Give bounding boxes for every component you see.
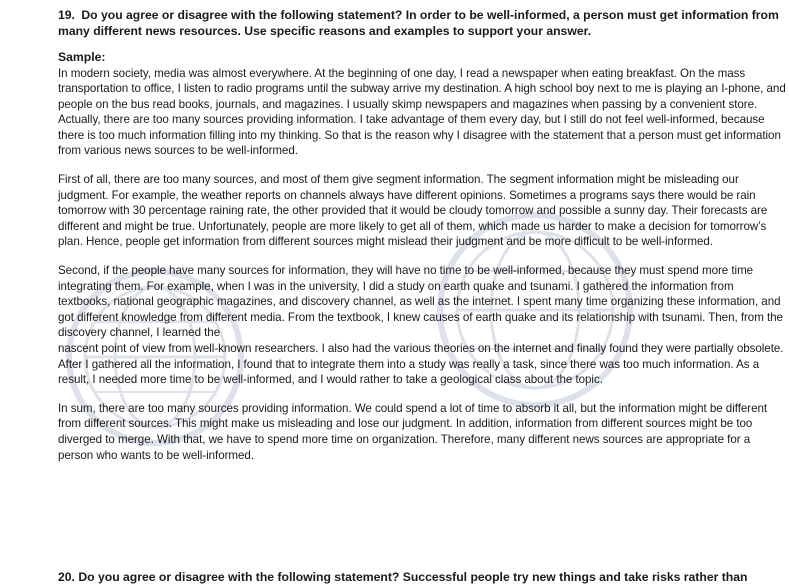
sample-label: Sample: (58, 50, 106, 64)
conclusion-paragraph: In sum, there are too many sources providing information. We could spend a lot of time to absorb it all, but the information might be different from different sources. This might make us misleading and lose our judgment. In addition, information from different sources might be too diverged to merge. With that, we have to spend more time on organization. Therefore, many different news sources are appropriate for a person who wants to be well-informed. (58, 401, 768, 462)
question-number: 20. (58, 570, 75, 584)
intro-paragraph: In modern society, media was almost everywhere. At the beginning of one day, I read a newspaper when eating breakfast. On the mass transportation to office, I listen to radio programs until the subway arrive my destination. A high school boy next to me is playing an I-phone, and people on the bus read books, journals, and magazines. I usually skimp newspapers and magazines when passing by a convenient store. Actually, there are too many sources providing information. I take advantage of them every day, but I still do not feel well-informed, because there is too much information filling into my thinking. So that is the reason why I disagree with the statement that a person must get information from various news sources to be well-informed. (58, 66, 786, 158)
question-number: 19. (58, 8, 75, 22)
first-body-paragraph: First of all, there are too many sources, and most of them give segment information. The segment information might be misleading our judgment. For example, the weather reports on channels always have different opinions. Sometimes a programs says there would be rain tomorrow with 30 percentage raining rate, the other provided that it would be cloudy tomorrow and possible a sunny day. Their forecasts are different and might be true. Unfortunately, people are more likely to get all of them, which made us harder to make a decision for tomorrow’s plan. Hence, people get information from different sources might mislead their judgment and be more difficult to be well-informed. (58, 173, 768, 249)
question-20 (58, 570, 789, 586)
question-text: Do you agree or disagree with the following statement? Successful people try new things and take risks rather than (78, 570, 748, 584)
document-body (58, 8, 786, 476)
second-body-paragraph-continued: nascent point of view from well-known researchers. I also had the various theories on the internet and finally found they were partially obsolete. After I gathered all the information, I found that to integrate them into a study was really a task, since there was too much information. As a result, I needed more time to be well-informed, and I would rather to take a geological class about the topic. (58, 342, 784, 387)
second-body-paragraph: Second, if the people have many sources for information, they will have no time to be well-informed, because they must spend more time integrating them. For example, when I was in the university, I did a study on earth quake and tsunami. I gathered the information from textbooks, national geographic magazines, and discovery channel, as well as the internet. I spent many time organizing these information, and got different knowledge from different media. From the textbook, I knew causes of earth quake and its relationship with tsunami. Then, from the discovery channel, I learned the (58, 264, 783, 340)
question-19 (58, 8, 786, 39)
question-text: Do you agree or disagree with the following statement? In order to be well-informed, a person must get information from many different news resources. Use specific reasons and examples to support your answer. (58, 8, 779, 38)
